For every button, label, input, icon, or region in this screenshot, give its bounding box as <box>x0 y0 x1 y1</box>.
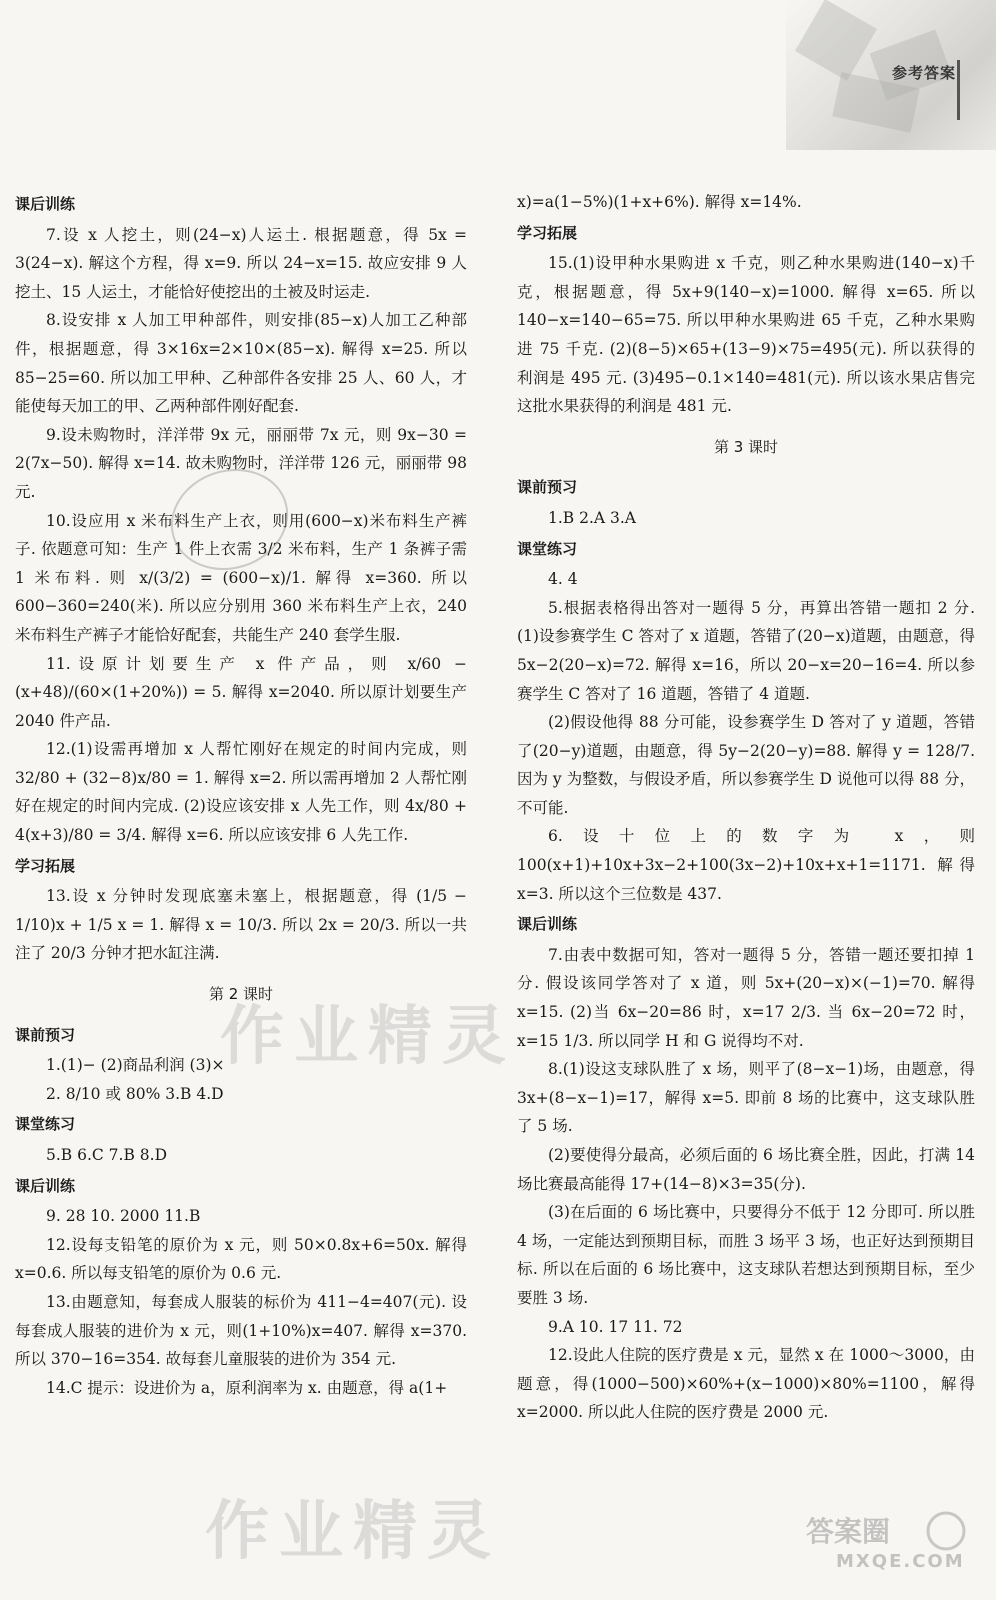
header-bar <box>957 60 960 120</box>
answer-paragraph: 9.A 10. 17 11. 72 <box>548 1317 683 1336</box>
answer-paragraph: 15.(1)设甲种水果购进 x 千克，则乙种水果购进(140−x)千克，根据题意，得 5x+9(140−x)=1000. 解得 x=65. 所以 140−x=140−65=75. 所以甲种水果购进 65 千克，乙种水果购进 75 千克. (2)(8−5)×65+(13−9)×75=495(元). 所以获得的利润是 495 元. (3)495−0.1×140=481(元). 所以该水果店售完这批水果获得的利润是 481 元. <box>517 254 975 416</box>
section-heading: 课后训练 <box>517 915 578 934</box>
answer-paragraph: 5.B 6.C 7.B 8.D <box>46 1146 168 1164</box>
answer-paragraph: 7.设 x 人挖土，则(24−x)人运土. 根据题意，得 5x = 3(24−x). 解这个方程，得 x=9. 所以 24−x=15. 故应安排 9 人挖土、15 人运土，才能恰好使挖出的土被及时运走. <box>15 225 467 301</box>
answer-paragraph: 8.(1)设这支球队胜了 x 场，则平了(8−x−1)场，由题意，得 3x+(8−x−1)=17，解得 x=5. 即前 8 场的比赛中，这支球队胜了 5 场. <box>517 1060 975 1136</box>
svg-text:答案圈: 答案圈 <box>806 1515 891 1548</box>
right-column <box>517 188 975 1427</box>
answer-paragraph: (2)要使得分最高，必须后面的 6 场比赛全胜，因此，打满 14 场比赛最高能得 17+(14−8)×3=35(分). <box>517 1146 975 1193</box>
watermark-text: 作业精灵 <box>205 1495 501 1569</box>
left-column <box>15 188 467 1402</box>
answer-paragraph: 6.设十位上的数字为 x，则 100(x+1)+10x+3x−2+100(3x−2)+10x+x+1=1171. 解得 x=3. 所以这个三位数是 437. <box>517 827 975 903</box>
section-heading: 课堂练习 <box>517 539 578 558</box>
answer-paragraph: 1.(1)− (2)商品利润 (3)× <box>46 1056 225 1075</box>
lesson-title: 第 2 课时 <box>208 985 274 1004</box>
answer-paragraph: (2)假设他得 88 分可能，设参赛学生 D 答对了 y 道题，答错了(20−y)道题，由题意，得 5y−2(20−y)=88. 解得 y = 128/7. 因为 y 为整数，与假设矛盾，所以参赛学生 D 说他可以得 88 分，不可能. <box>517 713 975 817</box>
answer-paragraph: 5.根据表格得出答对一题得 5 分，再算出答错一题扣 2 分. (1)设参赛学生 C 答对了 x 道题，答错了(20−x)道题，由题意，得 5x−2(20−x)=72. 解得 x=16，所以 20−x=20−16=4. 所以参赛学生 C 答对了 16 道题，答错了 4 道题. <box>517 598 975 703</box>
section-heading: 课前预习 <box>15 1025 76 1044</box>
lesson-title: 第 3 课时 <box>713 437 779 456</box>
answer-paragraph: 12.设此人住院的医疗费是 x 元，显然 x 在 1000～3000，由题意，得(1000−500)×60%+(x−1000)×80%=1100，解得 x=2000. 所以此人住院的医疗费是 2000 元. <box>517 1346 975 1422</box>
section-heading: 学习拓展 <box>517 223 578 242</box>
answer-paragraph: 13.设 x 分钟时发现底塞未塞上，根据题意，得 (1/5 − 1/10)x + 1/5 x = 1. 解得 x = 10/3. 所以 2x = 20/3. 所以一共注了 20/3 分钟才把水缸注满. <box>15 887 467 963</box>
answer-paragraph: 1.B 2.A 3.A <box>548 508 636 527</box>
answer-paragraph: 14.C 提示：设进价为 a，原利润率为 x. 由题意，得 a(1+ <box>46 1378 448 1397</box>
answer-paragraph: 4. 4 <box>548 570 578 589</box>
answer-paragraph: 8.设安排 x 人加工甲种部件，则安排(85−x)人加工乙种部件，根据题意，得 3×16x=2×10×(85−x). 解得 x=25. 所以 85−25=60. 所以加工甲种、乙种部件各安排 25 人、60 人，才能使每天加工的甲、乙两种部件刚好配套. <box>15 311 467 416</box>
watermark-text: 作业精灵 <box>220 1000 516 1074</box>
answer-paragraph: 12.(1)设需再增加 x 人帮忙刚好在规定的时间内完成，则 32/80 + (32−8)x/80 = 1. 解得 x=2. 所以需再增加 2 人帮忙刚好在规定的时间内完成. (2)设应该安排 x 人先工作，则 4x/80 + 4(x+3)/80 = 3/4. 解得 x=6. 所以应该安排 6 人先工作. <box>15 740 467 845</box>
answer-paragraph: 9.设未购物时，洋洋带 9x 元，丽丽带 7x 元，则 9x−30 = 2(7x−50). 解得 x=14. 故未购物时，洋洋带 126 元，丽丽带 98 元. <box>15 425 467 501</box>
section-heading: 课前预习 <box>517 478 578 497</box>
answer-paragraph: 7.由表中数据可知，答对一题得 5 分，答错一题还要扣掉 1 分. 假设该同学答对了 x 道，则 5x+(20−x)×(−1)=70. 解得 x=15. (2)当 6x−20=86 时，x=17 2/3. 当 6x−20=72 时，x=15 1/3. 所以同学 H 和 G 说得均不对. <box>517 945 975 1050</box>
answer-paragraph: x)=a(1−5%)(1+x+6%). 解得 x=14%. <box>517 193 802 211</box>
page-header-title: 参考答案 <box>891 64 956 82</box>
answer-paragraph: (3)在后面的 6 场比赛中，只要得分不低于 12 分即可. 所以胜 4 场，一定能达到预期目标，而胜 3 场平 3 场，也正好达到预期目标. 所以在后面的 6 场比赛中，这支球队若想达到预期目标，至少要胜 3 场. <box>517 1203 975 1307</box>
answer-paragraph: 13.由题意知，每套成人服装的标价为 411−4=407(元). 设每套成人服装的进价为 x 元，则(1+10%)x=407. 解得 x=370. 所以 370−16=354. 故每套儿童服装的进价为 354 元. <box>15 1292 467 1369</box>
answer-paragraph: 9. 28 10. 2000 11.B <box>46 1207 201 1226</box>
answer-paragraph: 2. 8/10 或 80% 3.B 4.D <box>46 1084 224 1103</box>
section-heading: 课堂练习 <box>15 1115 76 1134</box>
answer-paragraph: 11.设原计划要生产 x 件产品，则 x/60 − (x+48)/(60×(1+20%)) = 5. 解得 x=2040. 所以原计划要生产 2040 件产品. <box>15 654 467 730</box>
section-heading: 课后训练 <box>15 195 76 213</box>
answer-circle-logo <box>796 1505 971 1575</box>
svg-text:MXQE.COM: MXQE.COM <box>836 1551 965 1572</box>
section-heading: 学习拓展 <box>15 856 76 875</box>
answer-paragraph: 12.设每支铅笔的原价为 x 元，则 50×0.8x+6=50x. 解得 x=0.6. 所以每支铅笔的原价为 0.6 元. <box>15 1235 467 1283</box>
answer-paragraph: 10.设应用 x 米布料生产上衣，则用(600−x)米布料生产裤子. 依题意可知：生产 1 件上衣需 3/2 米布料，生产 1 条裤子需 1 米布料. 则 x/(3/2) = (600−x)/1. 解得 x=360. 所以 600−360=240(米). 所以应分别用 360 米布料生产上衣，240 米布料生产裤子才能恰好配套，共能生产 240 套学生服. <box>15 511 467 644</box>
section-heading: 课后训练 <box>15 1176 76 1195</box>
